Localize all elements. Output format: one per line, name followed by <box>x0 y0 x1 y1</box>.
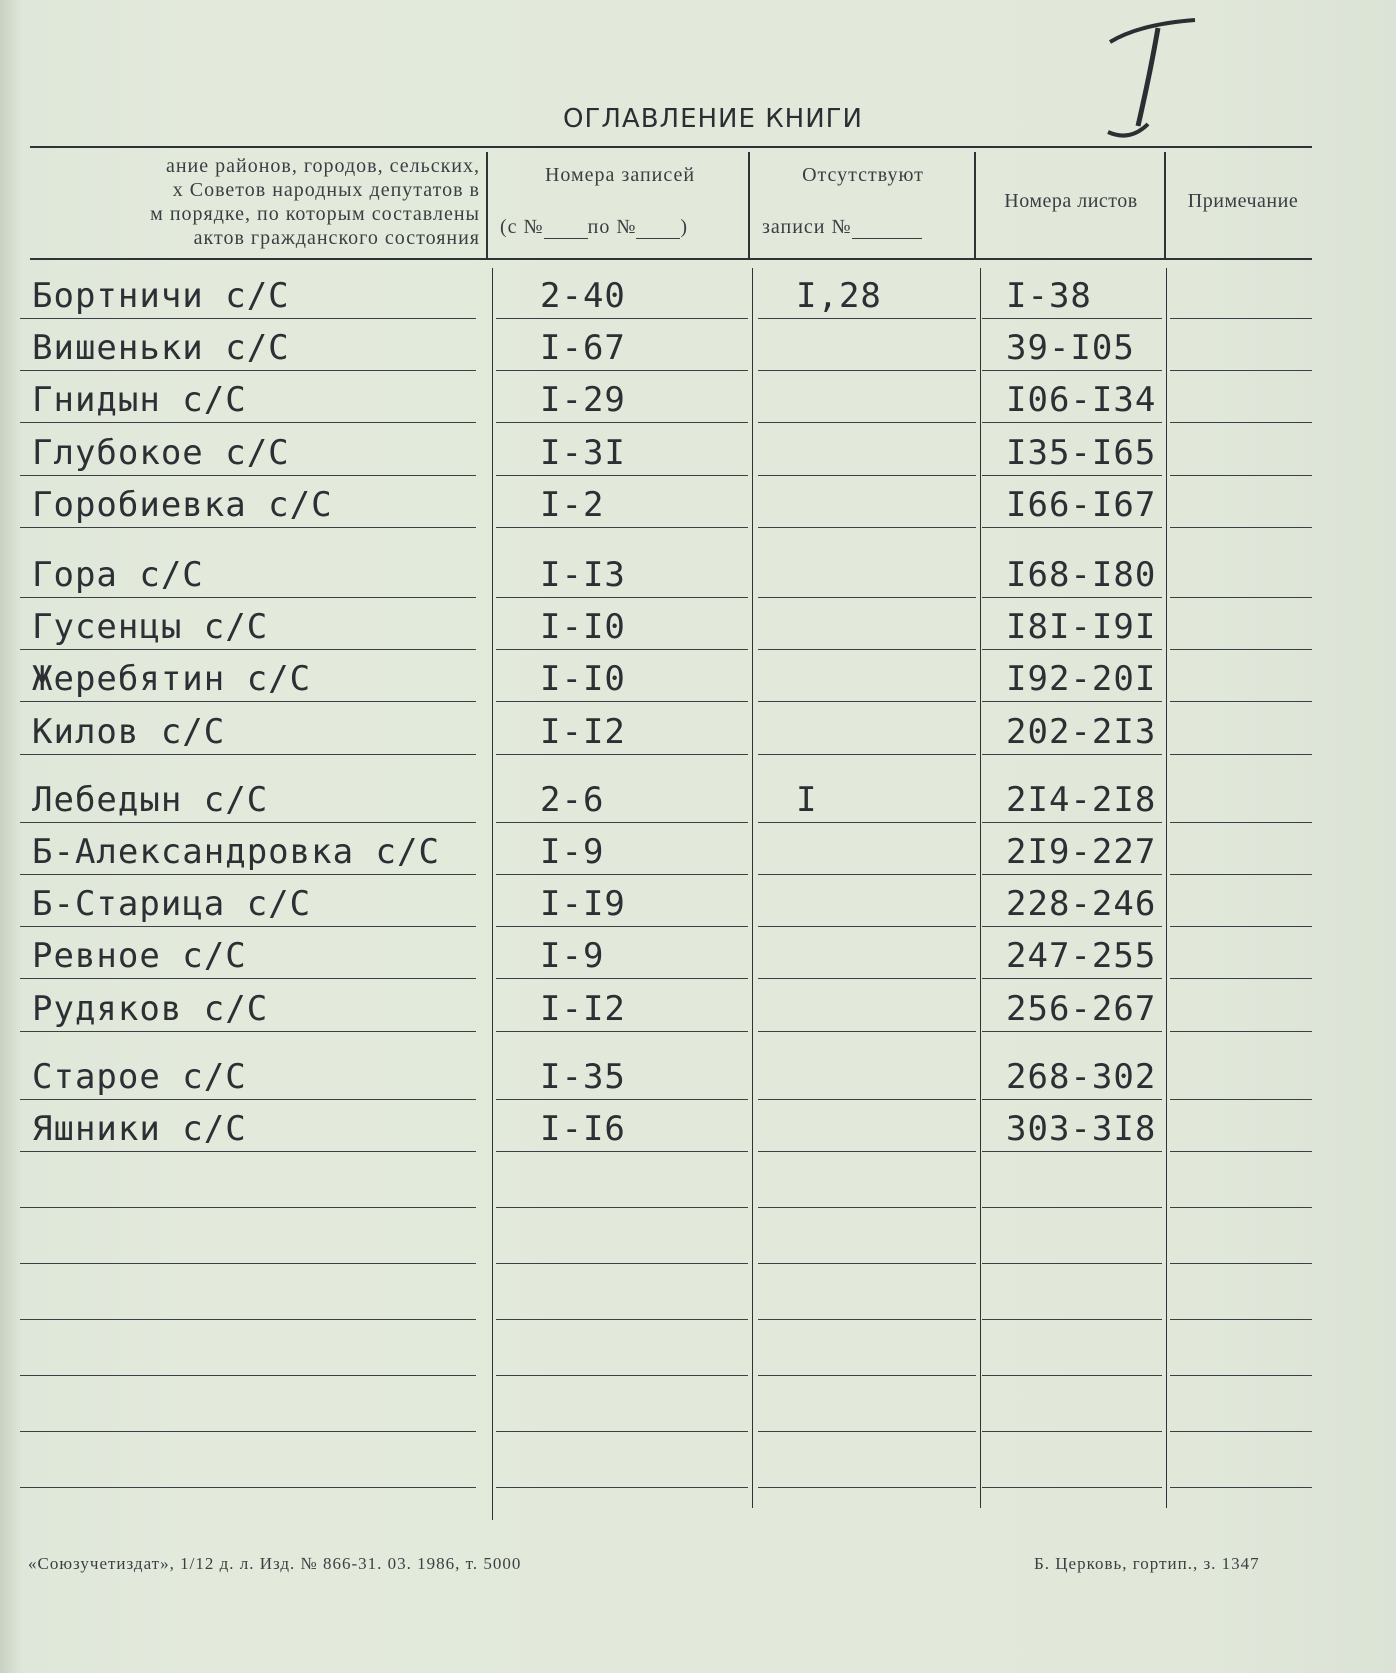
cell-records: I-I0 <box>540 607 626 648</box>
row-rule-sheets <box>982 1031 1162 1032</box>
row-rule-note <box>1170 318 1312 319</box>
header-name-line-2: х Советов народных депутатов в <box>172 179 480 201</box>
cell-name: Горобиевка с/С <box>32 484 333 525</box>
row-rule-note <box>1170 701 1312 702</box>
row-rule-note <box>1170 597 1312 598</box>
row-rule-sheets <box>982 527 1162 528</box>
cell-sheets: 303-3I8 <box>1006 1109 1157 1149</box>
records-range-close: ) <box>680 216 689 238</box>
cell-name: Б-Старица с/С <box>32 884 312 925</box>
row-rule-note <box>1170 370 1312 371</box>
row-rule-missing <box>758 1099 976 1100</box>
cell-name: Бортничи с/С <box>32 276 290 316</box>
empty-row-rule <box>758 1207 976 1208</box>
row-rule-note <box>1170 527 1312 528</box>
empty-row-rule <box>496 1263 748 1264</box>
empty-row-rule <box>758 1375 976 1376</box>
empty-row-rule <box>20 1263 476 1264</box>
row-rule-records <box>496 926 748 927</box>
records-range-from: (с № <box>500 216 544 238</box>
row-rule-records <box>496 597 748 598</box>
header-name-line-4: актов гражданского состояния <box>193 227 480 249</box>
row-rule-sheets <box>982 597 1162 598</box>
row-rule-sheets <box>982 822 1162 823</box>
cell-sheets: 247-255 <box>1006 936 1157 977</box>
header-sheets-label: Номера листов <box>1004 190 1138 212</box>
records-range-to: по № <box>587 216 637 238</box>
cell-records: I-I9 <box>540 884 626 925</box>
cell-name: Гнидын с/С <box>32 380 247 421</box>
row-rule-records <box>496 1099 748 1100</box>
cell-sheets: I-38 <box>1006 276 1092 316</box>
row-rule-note <box>1170 422 1312 423</box>
row-rule-sheets <box>982 978 1162 979</box>
cell-records: I-29 <box>540 380 626 421</box>
row-rule-note <box>1170 978 1312 979</box>
cell-records: I-2 <box>540 484 605 525</box>
row-rule-missing <box>758 926 976 927</box>
empty-row-rule <box>20 1487 476 1488</box>
row-rule-records <box>496 1151 748 1152</box>
cell-sheets: 256-267 <box>1006 988 1157 1029</box>
row-rule-missing <box>758 597 976 598</box>
empty-row-rule <box>982 1431 1162 1432</box>
row-rule-missing <box>758 701 976 702</box>
cell-missing: I,28 <box>796 276 882 316</box>
row-rule-records <box>496 527 748 528</box>
row-rule-records <box>496 422 748 423</box>
cell-records: 2-6 <box>540 779 605 820</box>
row-rule-note <box>1170 1151 1312 1152</box>
row-rule-name <box>20 754 476 755</box>
row-rule-missing <box>758 370 976 371</box>
cell-name: Рудяков с/С <box>32 988 269 1029</box>
row-rule-note <box>1170 649 1312 650</box>
missing-sub-label: записи № <box>762 216 852 238</box>
row-rule-missing <box>758 475 976 476</box>
cell-sheets: I8I-I9I <box>1006 607 1157 648</box>
empty-row-rule <box>982 1319 1162 1320</box>
row-rule-name <box>20 475 476 476</box>
cell-sheets: 268-302 <box>1006 1056 1157 1097</box>
cell-sheets: I35-I65 <box>1006 432 1157 473</box>
cell-sheets: 228-246 <box>1006 884 1157 925</box>
cell-records: I-3I <box>540 432 626 473</box>
row-rule-missing <box>758 422 976 423</box>
header-records-label: Номера записей <box>544 164 696 186</box>
cell-name: Гора с/С <box>32 555 204 595</box>
empty-row-rule <box>758 1487 976 1488</box>
cell-missing: I <box>796 779 818 820</box>
row-rule-missing <box>758 754 976 755</box>
empty-row-rule <box>1170 1263 1312 1264</box>
row-rule-name <box>20 874 476 875</box>
row-rule-records <box>496 649 748 650</box>
row-rule-name <box>20 597 476 598</box>
row-rule-sheets <box>982 475 1162 476</box>
row-rule-name <box>20 1151 476 1152</box>
cell-records: I-I2 <box>540 711 626 752</box>
row-rule-records <box>496 475 748 476</box>
cell-name: Старое с/С <box>32 1056 247 1097</box>
empty-row-rule <box>1170 1487 1312 1488</box>
cell-records: 2-40 <box>540 276 626 316</box>
row-rule-note <box>1170 874 1312 875</box>
row-rule-note <box>1170 926 1312 927</box>
row-rule-records <box>496 318 748 319</box>
row-rule-name <box>20 822 476 823</box>
cell-sheets: I68-I80 <box>1006 555 1157 595</box>
row-rule-note <box>1170 754 1312 755</box>
row-rule-records <box>496 701 748 702</box>
empty-row-rule <box>982 1207 1162 1208</box>
row-rule-sheets <box>982 422 1162 423</box>
header-missing-label: Отсутствуют <box>802 164 924 186</box>
empty-row-rule <box>758 1319 976 1320</box>
row-rule-note <box>1170 1099 1312 1100</box>
row-rule-name <box>20 978 476 979</box>
row-rule-sheets <box>982 649 1162 650</box>
row-rule-name <box>20 422 476 423</box>
row-rule-missing <box>758 978 976 979</box>
empty-row-rule <box>496 1487 748 1488</box>
cell-records: I-9 <box>540 936 605 977</box>
cell-name: Килов с/С <box>32 711 226 752</box>
empty-row-rule <box>982 1487 1162 1488</box>
header-name-line-1: ание районов, городов, сельских, <box>165 155 480 177</box>
row-rule-note <box>1170 475 1312 476</box>
empty-row-rule <box>20 1207 476 1208</box>
header-note-label: Примечание <box>1187 190 1299 212</box>
empty-row-rule <box>758 1263 976 1264</box>
row-rule-sheets <box>982 1099 1162 1100</box>
empty-row-rule <box>496 1375 748 1376</box>
row-rule-name <box>20 1031 476 1032</box>
empty-row-rule <box>982 1375 1162 1376</box>
empty-row-rule <box>1170 1431 1312 1432</box>
cell-name: Ревное с/С <box>32 936 247 977</box>
cell-sheets: I92-20I <box>1006 659 1157 700</box>
row-rule-sheets <box>982 370 1162 371</box>
row-rule-sheets <box>982 754 1162 755</box>
cell-records: I-9 <box>540 832 605 872</box>
row-rule-missing <box>758 874 976 875</box>
row-rule-note <box>1170 822 1312 823</box>
cell-records: I-I0 <box>540 659 626 700</box>
row-rule-missing <box>758 318 976 319</box>
cell-sheets: I66-I67 <box>1006 484 1157 525</box>
empty-row-rule <box>20 1319 476 1320</box>
row-rule-name <box>20 649 476 650</box>
row-rule-records <box>496 978 748 979</box>
row-rule-records <box>496 822 748 823</box>
cell-records: I-I3 <box>540 555 626 595</box>
cell-sheets: 202-2I3 <box>1006 711 1157 752</box>
cell-name: Б-Александровка с/С <box>32 832 440 872</box>
row-rule-sheets <box>982 1151 1162 1152</box>
empty-row-rule <box>1170 1375 1312 1376</box>
empty-row-rule <box>20 1431 476 1432</box>
row-rule-records <box>496 874 748 875</box>
empty-row-rule <box>1170 1319 1312 1320</box>
row-rule-records <box>496 754 748 755</box>
row-rule-name <box>20 926 476 927</box>
empty-row-rule <box>496 1319 748 1320</box>
row-rule-name <box>20 318 476 319</box>
row-rule-missing <box>758 822 976 823</box>
cell-sheets: 39-I05 <box>1006 328 1135 369</box>
empty-row-rule <box>496 1207 748 1208</box>
cell-sheets: I06-I34 <box>1006 380 1157 421</box>
row-rule-name <box>20 370 476 371</box>
cell-records: I-I6 <box>540 1109 626 1149</box>
cell-records: I-35 <box>540 1056 626 1097</box>
footer-publisher: «Союзучетиздат», 1/12 д. л. Изд. № 866-31. 03. 1986, т. 5000 <box>28 1554 522 1573</box>
row-rule-name <box>20 527 476 528</box>
row-rule-name <box>20 701 476 702</box>
row-rule-missing <box>758 649 976 650</box>
empty-row-rule <box>982 1263 1162 1264</box>
empty-row-rule <box>496 1431 748 1432</box>
row-rule-missing <box>758 1151 976 1152</box>
cell-name: Яшники с/С <box>32 1109 247 1149</box>
row-rule-records <box>496 1031 748 1032</box>
row-rule-sheets <box>982 926 1162 927</box>
cell-sheets: 2I4-2I8 <box>1006 779 1157 820</box>
cell-records: I-67 <box>540 328 626 369</box>
cell-name: Лебедын с/С <box>32 779 269 820</box>
header-name-line-3: м порядке, по которым составлены <box>150 203 480 225</box>
cell-name: Гусенцы с/С <box>32 607 269 648</box>
row-rule-sheets <box>982 318 1162 319</box>
row-rule-sheets <box>982 874 1162 875</box>
empty-row-rule <box>758 1431 976 1432</box>
row-rule-missing <box>758 1031 976 1032</box>
row-rule-sheets <box>982 701 1162 702</box>
row-rule-records <box>496 370 748 371</box>
row-rule-missing <box>758 527 976 528</box>
cell-name: Глубокое с/С <box>32 432 290 473</box>
row-rule-name <box>20 1099 476 1100</box>
empty-row-rule <box>20 1375 476 1376</box>
footer-printer: Б. Церковь, гортип., з. 1347 <box>1034 1554 1260 1573</box>
cell-records: I-I2 <box>540 988 626 1029</box>
page-title: ОГЛАВЛЕНИЕ КНИГИ <box>563 104 863 134</box>
empty-row-rule <box>1170 1207 1312 1208</box>
cell-sheets: 2I9-227 <box>1006 832 1157 872</box>
cell-name: Вишеньки с/С <box>32 328 290 369</box>
row-rule-note <box>1170 1031 1312 1032</box>
cell-name: Жеребятин с/С <box>32 659 312 700</box>
